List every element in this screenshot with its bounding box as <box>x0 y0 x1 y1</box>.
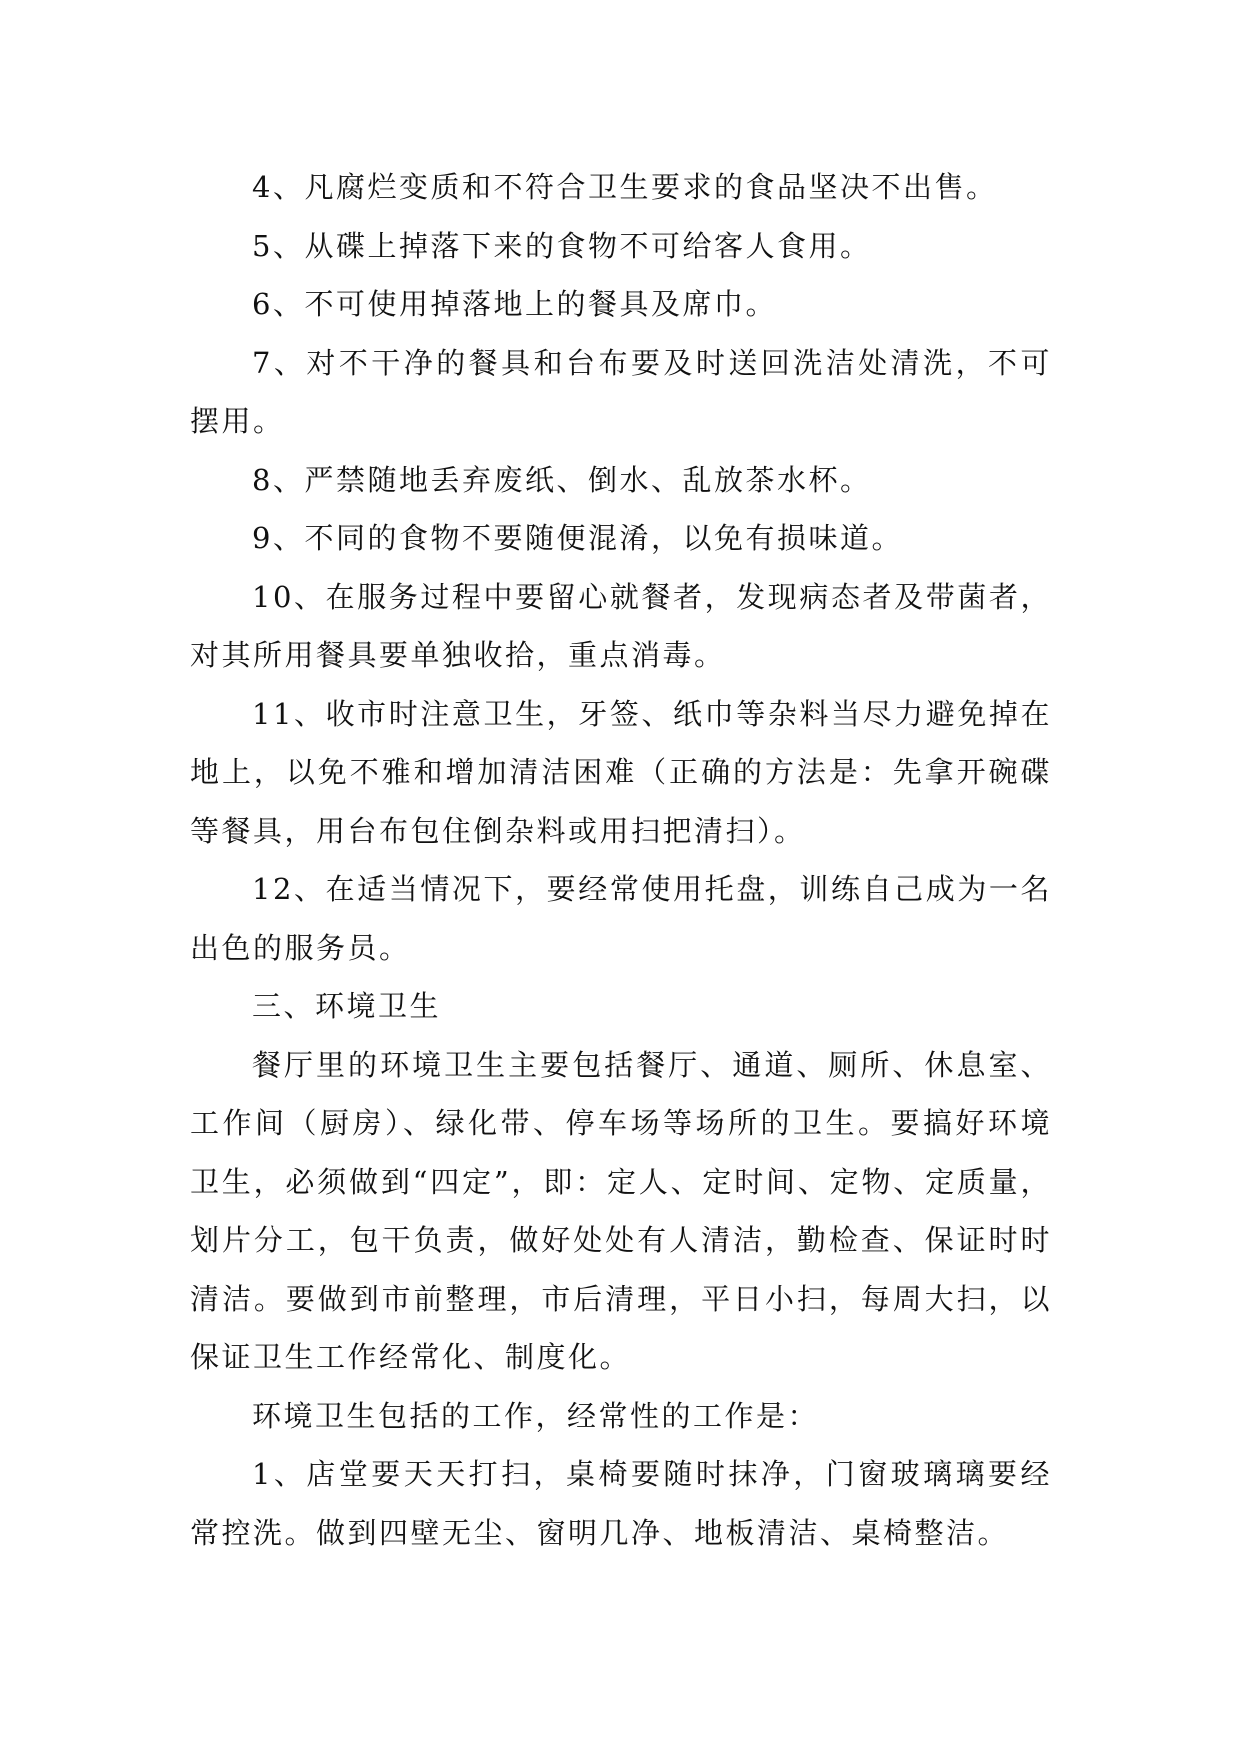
paragraph-item-12: 12、在适当情况下，要经常使用托盘，训练自己成为一名出色的服务员。 <box>190 872 1052 965</box>
paragraph-routine-work-lead: 环境卫生包括的工作，经常性的工作是： <box>252 1398 820 1433</box>
paragraph-item-4: 4、凡腐烂变质和不符合卫生要求的食品坚决不出售。 <box>252 170 998 204</box>
paragraph-item-5: 5、从碟上掉落下来的食物不可给客人食用。 <box>252 228 872 263</box>
paragraph-item-11: 11、收市时注意卫生，牙签、纸巾等杂料当尽力避免掉在地上，以免不雅和增加清洁困难（正确的方法是：先拿开碗碟等餐具，用台布包住倒杂料或用扫把清扫）。 <box>190 696 1052 848</box>
paragraph-item-6: 6、不可使用掉落地上的餐具及席巾。 <box>252 287 777 321</box>
paragraph-item-1: 1、店堂要天天打扫，桌椅要随时抹净，门窗玻璃璃要经常控洗。做到四壁无尘、窗明几净、地板清洁、桌椅整洁。 <box>190 1457 1052 1550</box>
paragraph-item-10: 10、在服务过程中要留心就餐者，发现病态者及带菌者，对其所用餐具要单独收拾，重点消毒。 <box>190 579 1052 672</box>
paragraph-environment-intro: 餐厅里的环境卫生主要包括餐厅、通道、厕所、休息室、工作间（厨房）、绿化带、停车场等场所的卫生。要搞好环境卫生，必须做到“四定”，即：定人、定时间、定物、定质量，划片分工，包干负责，做好处处有人清洁，勤检查、保证时时清洁。要做到市前整理，市后清理，平日小扫，每周大扫，以保证卫生工作经常化、制度化。 <box>190 1047 1052 1374</box>
paragraph-item-9: 9、不同的食物不要随便混淆，以免有损味道。 <box>252 521 903 555</box>
section-heading: 三、环境卫生 <box>252 989 442 1023</box>
document-body <box>190 158 1052 1562</box>
paragraph-item-8: 8、严禁随地丢弃废纸、倒水、乱放茶水杯。 <box>252 462 872 497</box>
paragraph-item-7: 7、对不干净的餐具和台布要及时送回洗洁处清洗，不可摆用。 <box>190 345 1052 438</box>
